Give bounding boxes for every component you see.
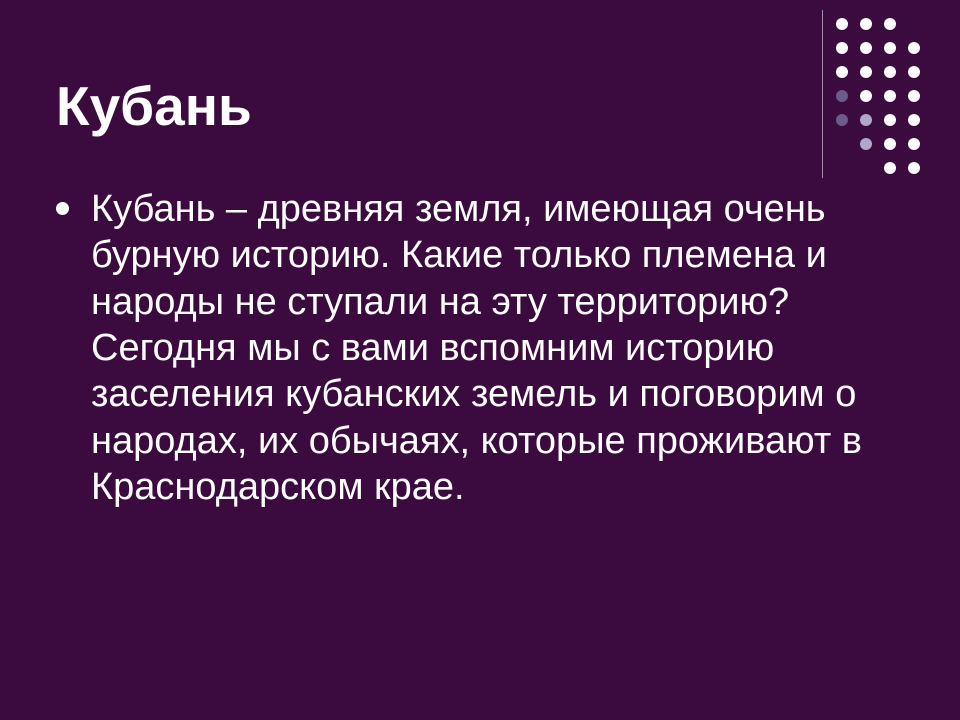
decorative-dot [836,114,848,126]
bullet-list-item [56,186,906,511]
decorative-dot [860,18,872,30]
decorative-dot [908,114,920,126]
decorative-dot [884,114,896,126]
bullet-text: Кубань – древняя земля, имеющая очень бурную историю. Какие только племена и народы не ступали на эту территорию? Сегодня мы с вами вспомним историю заселения кубанских земель и поговорим о народах, их обычаях, которые проживают в Краснодарском крае. [91,188,862,509]
decorative-dot [836,42,848,54]
decorative-dot [884,66,896,78]
decorative-dot [908,162,920,174]
decorative-dot [836,18,848,30]
decorative-dot [908,138,920,150]
vertical-divider [822,10,823,178]
bullet-dot-icon [56,202,69,215]
decorative-dot [908,42,920,54]
decorative-dot [884,42,896,54]
decorative-dot [884,162,896,174]
decorative-dot [836,90,848,102]
page-title: Кубань [56,75,252,137]
decorative-dot [860,90,872,102]
decorative-dot [884,18,896,30]
decorative-dot [860,42,872,54]
decorative-dot [884,90,896,102]
decorative-dot [860,114,872,126]
decorative-dot [884,138,896,150]
decorative-dot [860,66,872,78]
decorative-dot [860,138,872,150]
decorative-dot [908,90,920,102]
decorative-dot [836,66,848,78]
decorative-dot [908,66,920,78]
dot-grid-decoration [822,10,942,170]
